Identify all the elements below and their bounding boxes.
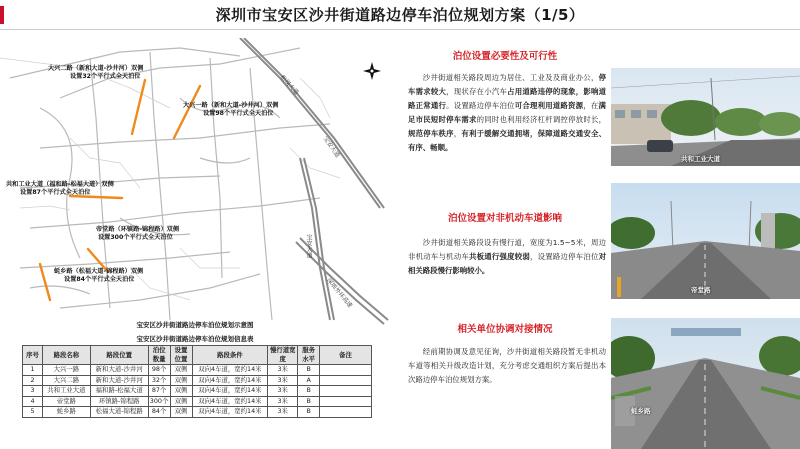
street-photo-image: [611, 68, 800, 166]
table-row: [23, 386, 372, 397]
table-cell: 双侧: [170, 407, 192, 418]
table-cell: 双侧: [170, 365, 192, 376]
street-photo-image: [611, 183, 800, 299]
table-cell: 3米: [268, 407, 298, 418]
table-cell: A: [298, 375, 320, 386]
header-cell: 路段条件: [192, 346, 268, 365]
text-run: 沙井街道相关路段周边为居住、工业及及商业办公，: [422, 73, 599, 82]
bold-text-run: 占用道路违停的现象，影响道路正常通行: [408, 87, 606, 110]
bold-text-run: 满足市民短时停车需求: [408, 101, 606, 124]
photo-gonghe-road: [611, 68, 800, 166]
table-cell: B: [298, 386, 320, 397]
table-cell: 福和路-松福大道: [90, 386, 148, 397]
table-cell: 4: [23, 396, 43, 407]
table-row: [23, 407, 372, 418]
table-cell: 大兴一路: [42, 365, 90, 376]
table-cell: 5: [23, 407, 43, 418]
road-name-baoan-1: 宝安大道: [321, 135, 341, 159]
table-cell: [320, 396, 372, 407]
table-cell: 双向4车道，宽约14米: [192, 396, 268, 407]
section-body-nonmotor-impact: [408, 236, 606, 278]
table-cell: [320, 407, 372, 418]
table-cell: 新和大道-沙井河: [90, 365, 148, 376]
header-cell: 序号: [23, 346, 43, 365]
text-run: 。设置路边停车泊位: [446, 101, 515, 110]
map-caption: 宝安区沙井街道路边停车泊位规划示意图: [136, 321, 254, 329]
table-cell: 3米: [268, 386, 298, 397]
title-bar: [0, 0, 800, 30]
table-caption: 宝安区沙井街道路边停车泊位规划信息表: [136, 335, 254, 343]
map-label-haoxiang: 蚝乡路（松福大道-锦程路）双侧 设置84个平行式全天泊位: [54, 268, 144, 283]
table-cell: 双侧: [170, 396, 192, 407]
table-cell: B: [298, 365, 320, 376]
map-label-daxing-1: 大兴一路（新和大道-沙井河）双侧 设置98个平行式全天泊位: [183, 102, 279, 117]
bold-text-run: 可合理利用道路资源: [514, 101, 584, 110]
photo-label: 帝堂路: [691, 286, 711, 294]
table-cell: [320, 375, 372, 386]
table-cell: 98个: [148, 365, 170, 376]
table-cell: 3米: [268, 365, 298, 376]
photo-ditang-road: [611, 183, 800, 299]
bold-text-run: 对相关路段慢行影响较小。: [408, 252, 606, 275]
table-cell: [320, 386, 372, 397]
text-run: 的同时也利用经济杠杆调控停放时长，: [476, 115, 606, 124]
table-cell: 300个: [149, 396, 169, 405]
section-body-coordination: [408, 345, 606, 387]
street-photo-image: [611, 318, 800, 449]
table-row: [23, 365, 372, 376]
table-cell: 87个: [148, 386, 170, 397]
table-cell: 双侧: [170, 375, 192, 386]
table-cell: B: [298, 396, 320, 407]
table-cell: 2: [23, 375, 43, 386]
bold-text-run: 共板通行强度较弱: [468, 252, 530, 261]
section-body-necessity: [408, 71, 606, 155]
road-name-songgang: 松岗大道: [278, 73, 300, 97]
header-cell: 服务水平: [298, 346, 320, 365]
header-cell: 路段位置: [90, 346, 148, 365]
table-cell: 共和工业大道: [42, 386, 90, 397]
map-label-gonghe: 共和工业大道（福和路-松福大道）双侧 设置87个平行式全天泊位: [6, 181, 114, 196]
header-cell: 泊位数量: [148, 346, 170, 365]
page-title: 深圳市宝安区沙井街道路边停车泊位规划方案（1/5）: [215, 6, 585, 24]
table-cell: [320, 365, 372, 376]
table-cell: 1: [23, 365, 43, 376]
bold-text-run: 规范停车秩序: [408, 129, 454, 138]
table-cell: 3: [23, 386, 43, 397]
header-cell: 路段名称: [42, 346, 90, 365]
header-cell: 慢行道宽度: [268, 346, 298, 365]
text-run: ，在: [583, 101, 599, 110]
table-row: [23, 375, 372, 386]
text-run: 经前期协调及意见征询，沙井街道相关路段暂无非机动车道等相关升级改造计划，充分考虑交通组织方案后提出本次路边停车泊位规划方案。: [408, 347, 606, 384]
bold-text-run: 停车需求较大: [408, 73, 606, 96]
table-cell: 3米: [268, 396, 298, 407]
table-cell: 双向4车道，宽约14米: [192, 386, 268, 397]
header-cell: 设置位置: [170, 346, 192, 365]
table-cell: 帝堂路: [42, 396, 90, 407]
map-label-ditang: 帝堂路（环镇路-锦程路）双侧 设置300个平行式全天泊位: [96, 226, 180, 241]
text-run: ，设置路边停车泊位: [529, 252, 599, 261]
section-heading-necessity: 泊位设置必要性及可行性: [452, 51, 558, 62]
text-run: ，: [453, 129, 462, 138]
text-run: ，现状存在小汽车: [446, 87, 508, 96]
table-cell: 双向4车道，宽约14米: [192, 365, 268, 376]
text-run: 沙井街道相关路段设有慢行道，宽度为1.5~5米，周边非机动车与机动车: [408, 238, 606, 261]
table-cell: 新和大道-沙井河: [90, 375, 148, 386]
section-heading-nonmotor-impact: 泊位设置对非机动车道影响: [447, 213, 562, 224]
table-cell: 84个: [148, 407, 170, 418]
header-cell: 备注: [320, 346, 372, 365]
map-label-daxing-2: 大兴二路（新和大道-沙井河）双侧 设置32个平行式全天泊位: [48, 65, 144, 80]
table-cell: 大兴二路: [42, 375, 90, 386]
photo-label: 共和工业大道: [681, 155, 720, 163]
table-cell: 32个: [148, 375, 170, 386]
table-cell: 3米: [268, 375, 298, 386]
table-cell: 双向4车道，宽约14米: [192, 375, 268, 386]
road-name-outer-ring: 深圳外环高速: [324, 277, 354, 310]
table-cell: 松福大道-锦程路: [90, 407, 148, 418]
table-row: [23, 396, 372, 407]
bold-text-run: 有利于缓解交通拥堵，保障道路交通安全、有序、畅顺。: [408, 129, 606, 152]
table-cell: 环镇路-锦程路: [90, 396, 148, 407]
road-name-baoan-2: 宝安大道: [305, 234, 312, 258]
table-cell: 双向4车道，宽约14米: [192, 407, 268, 418]
section-heading-coordination: 相关单位协调对接情况: [457, 324, 553, 335]
table-cell: B: [298, 407, 320, 418]
table-header-row: [23, 346, 372, 365]
table-body: [23, 365, 372, 418]
table-cell: 双侧: [170, 386, 192, 397]
parking-map: [0, 38, 390, 330]
photo-label: 蚝乡路: [631, 407, 651, 415]
table-cell: 蚝乡路: [42, 407, 90, 418]
photo-haoxiang-road: [611, 318, 800, 449]
parking-plan-table: [22, 345, 372, 418]
